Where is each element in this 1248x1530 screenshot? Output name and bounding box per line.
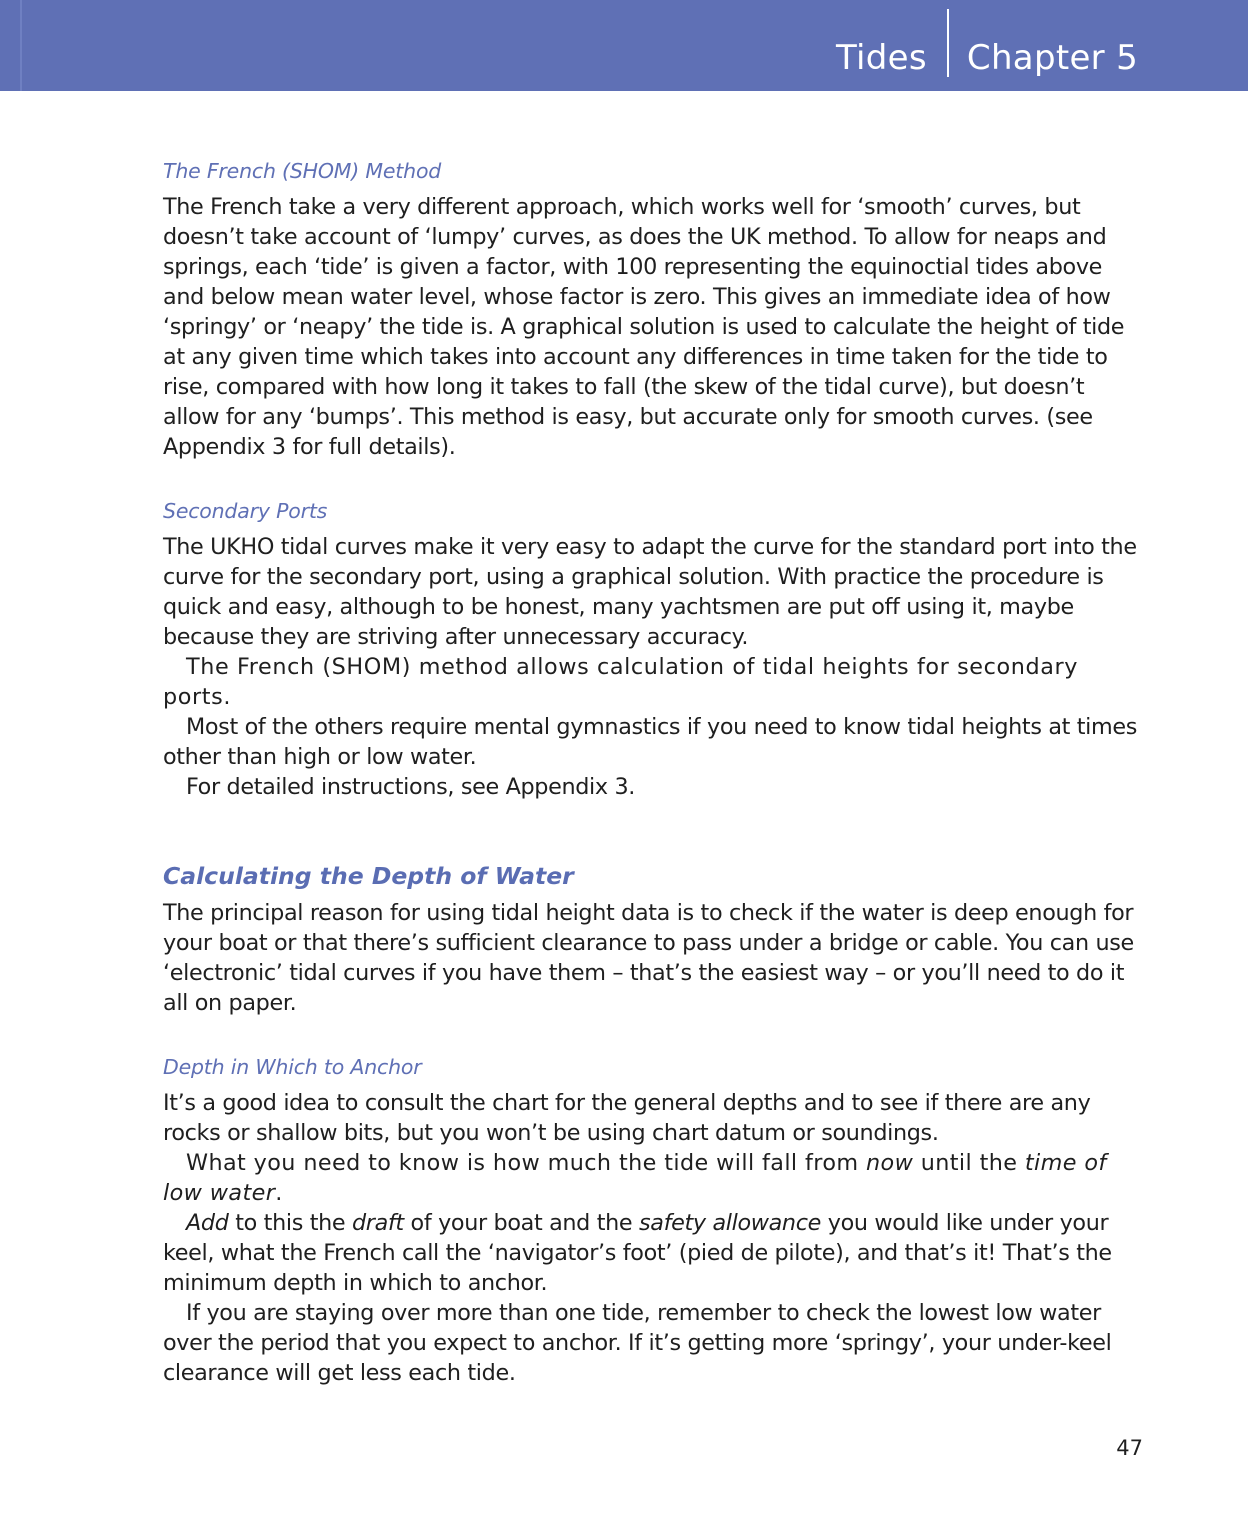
emphasis-draft: draft: [351, 1210, 404, 1236]
anchor-2-text-c: .: [275, 1180, 283, 1206]
anchor-2-text-b: until the: [913, 1150, 1025, 1176]
paragraph-french-method: The French take a very different approach, which works well for ‘smooth’ curves, but doesn’t take account of ‘lumpy’ curves, as does the UK method. To allow for neaps and springs, each ‘tide’ is given a factor, with 100 representing the equinoctial tides above and below mean water level, whose factor is zero. This gives an immediate idea of how ‘springy’ or ‘neapy’ the tide is. A graphical solution is used to calculate the height of tide at any given time which takes into account any differences in time taken for the tide to rise, compared with how long it takes to fall (the skew of the tidal curve), but doesn’t allow for any ‘bumps’. This method is easy, but accurate only for smooth curves. (see Appendix 3 for full details).: [163, 194, 1125, 460]
emphasis-safety-allowance: safety allowance: [639, 1210, 821, 1236]
anchor-3-text-c: you would like under your keel, what the French call the ‘navigator’s foot’ (pied de pilote), and that’s it! That’s the minimum depth in which to anchor.: [163, 1210, 1112, 1296]
anchor-3-text-a: to this the: [228, 1210, 352, 1236]
emphasis-add: Add: [186, 1210, 229, 1236]
anchor-2-text-a: What you need to know is how much the tide will fall from: [186, 1150, 866, 1176]
running-head-section: Tides: [836, 38, 927, 78]
paragraph-secondary-3: Most of the others require mental gymnastics if you need to know tidal heights at times other than high or low water.: [163, 714, 1138, 770]
paragraph-secondary-4: For detailed instructions, see Appendix 3.: [186, 774, 636, 800]
paragraph-anchor-3: [163, 1208, 1143, 1298]
subhead-depth-anchor: Depth in Which to Anchor: [163, 1055, 422, 1079]
paragraph-secondary-2: The French (SHOM) method allows calculation of tidal heights for secondary ports.: [163, 654, 1079, 710]
heading-depth-of-water: Calculating the Depth of Water: [163, 862, 574, 890]
paragraph-secondary-1: The UKHO tidal curves make it very easy to adapt the curve for the standard port into the curve for the secondary port, using a graphical solution. With practice the procedure is quick and easy, although to be honest, many yachtsmen are put off using it, maybe because they are striving after unnecessary accuracy.: [163, 534, 1137, 650]
running-head-chapter: Chapter 5: [966, 38, 1138, 78]
paragraph-anchor-4: If you are staying over more than one tide, remember to check the lowest low water over the period that you expect to anchor. If it’s getting more ‘springy’, your under-keel clearance will get less each tide.: [163, 1300, 1112, 1386]
emphasis-now: now: [866, 1150, 914, 1176]
running-head-divider: [947, 9, 949, 77]
header-band: [0, 0, 1248, 91]
paragraph-anchor-2: [163, 1148, 1143, 1208]
paragraph-depth: The principal reason for using tidal height data is to check if the water is deep enough for your boat or that there’s sufficient clearance to pass under a bridge or cable. You can use ‘electronic’ tidal curves if you have them – that’s the easiest way – or you’ll need to do it all on paper.: [163, 900, 1134, 1016]
paragraph-anchor-1: It’s a good idea to consult the chart for the general depths and to see if there are any rocks or shallow bits, but you won’t be using chart datum or soundings.: [163, 1090, 1091, 1146]
page-number: 47: [1116, 1436, 1143, 1460]
subhead-french-method: The French (SHOM) Method: [163, 159, 442, 183]
subhead-secondary-ports: Secondary Ports: [163, 499, 328, 523]
header-edge-line: [20, 0, 22, 91]
anchor-3-text-b: of your boat and the: [403, 1210, 640, 1236]
emphasis-time-of-low-water: time of low water: [163, 1150, 1107, 1206]
page-body: [163, 156, 1143, 1388]
running-head: [836, 34, 1138, 82]
